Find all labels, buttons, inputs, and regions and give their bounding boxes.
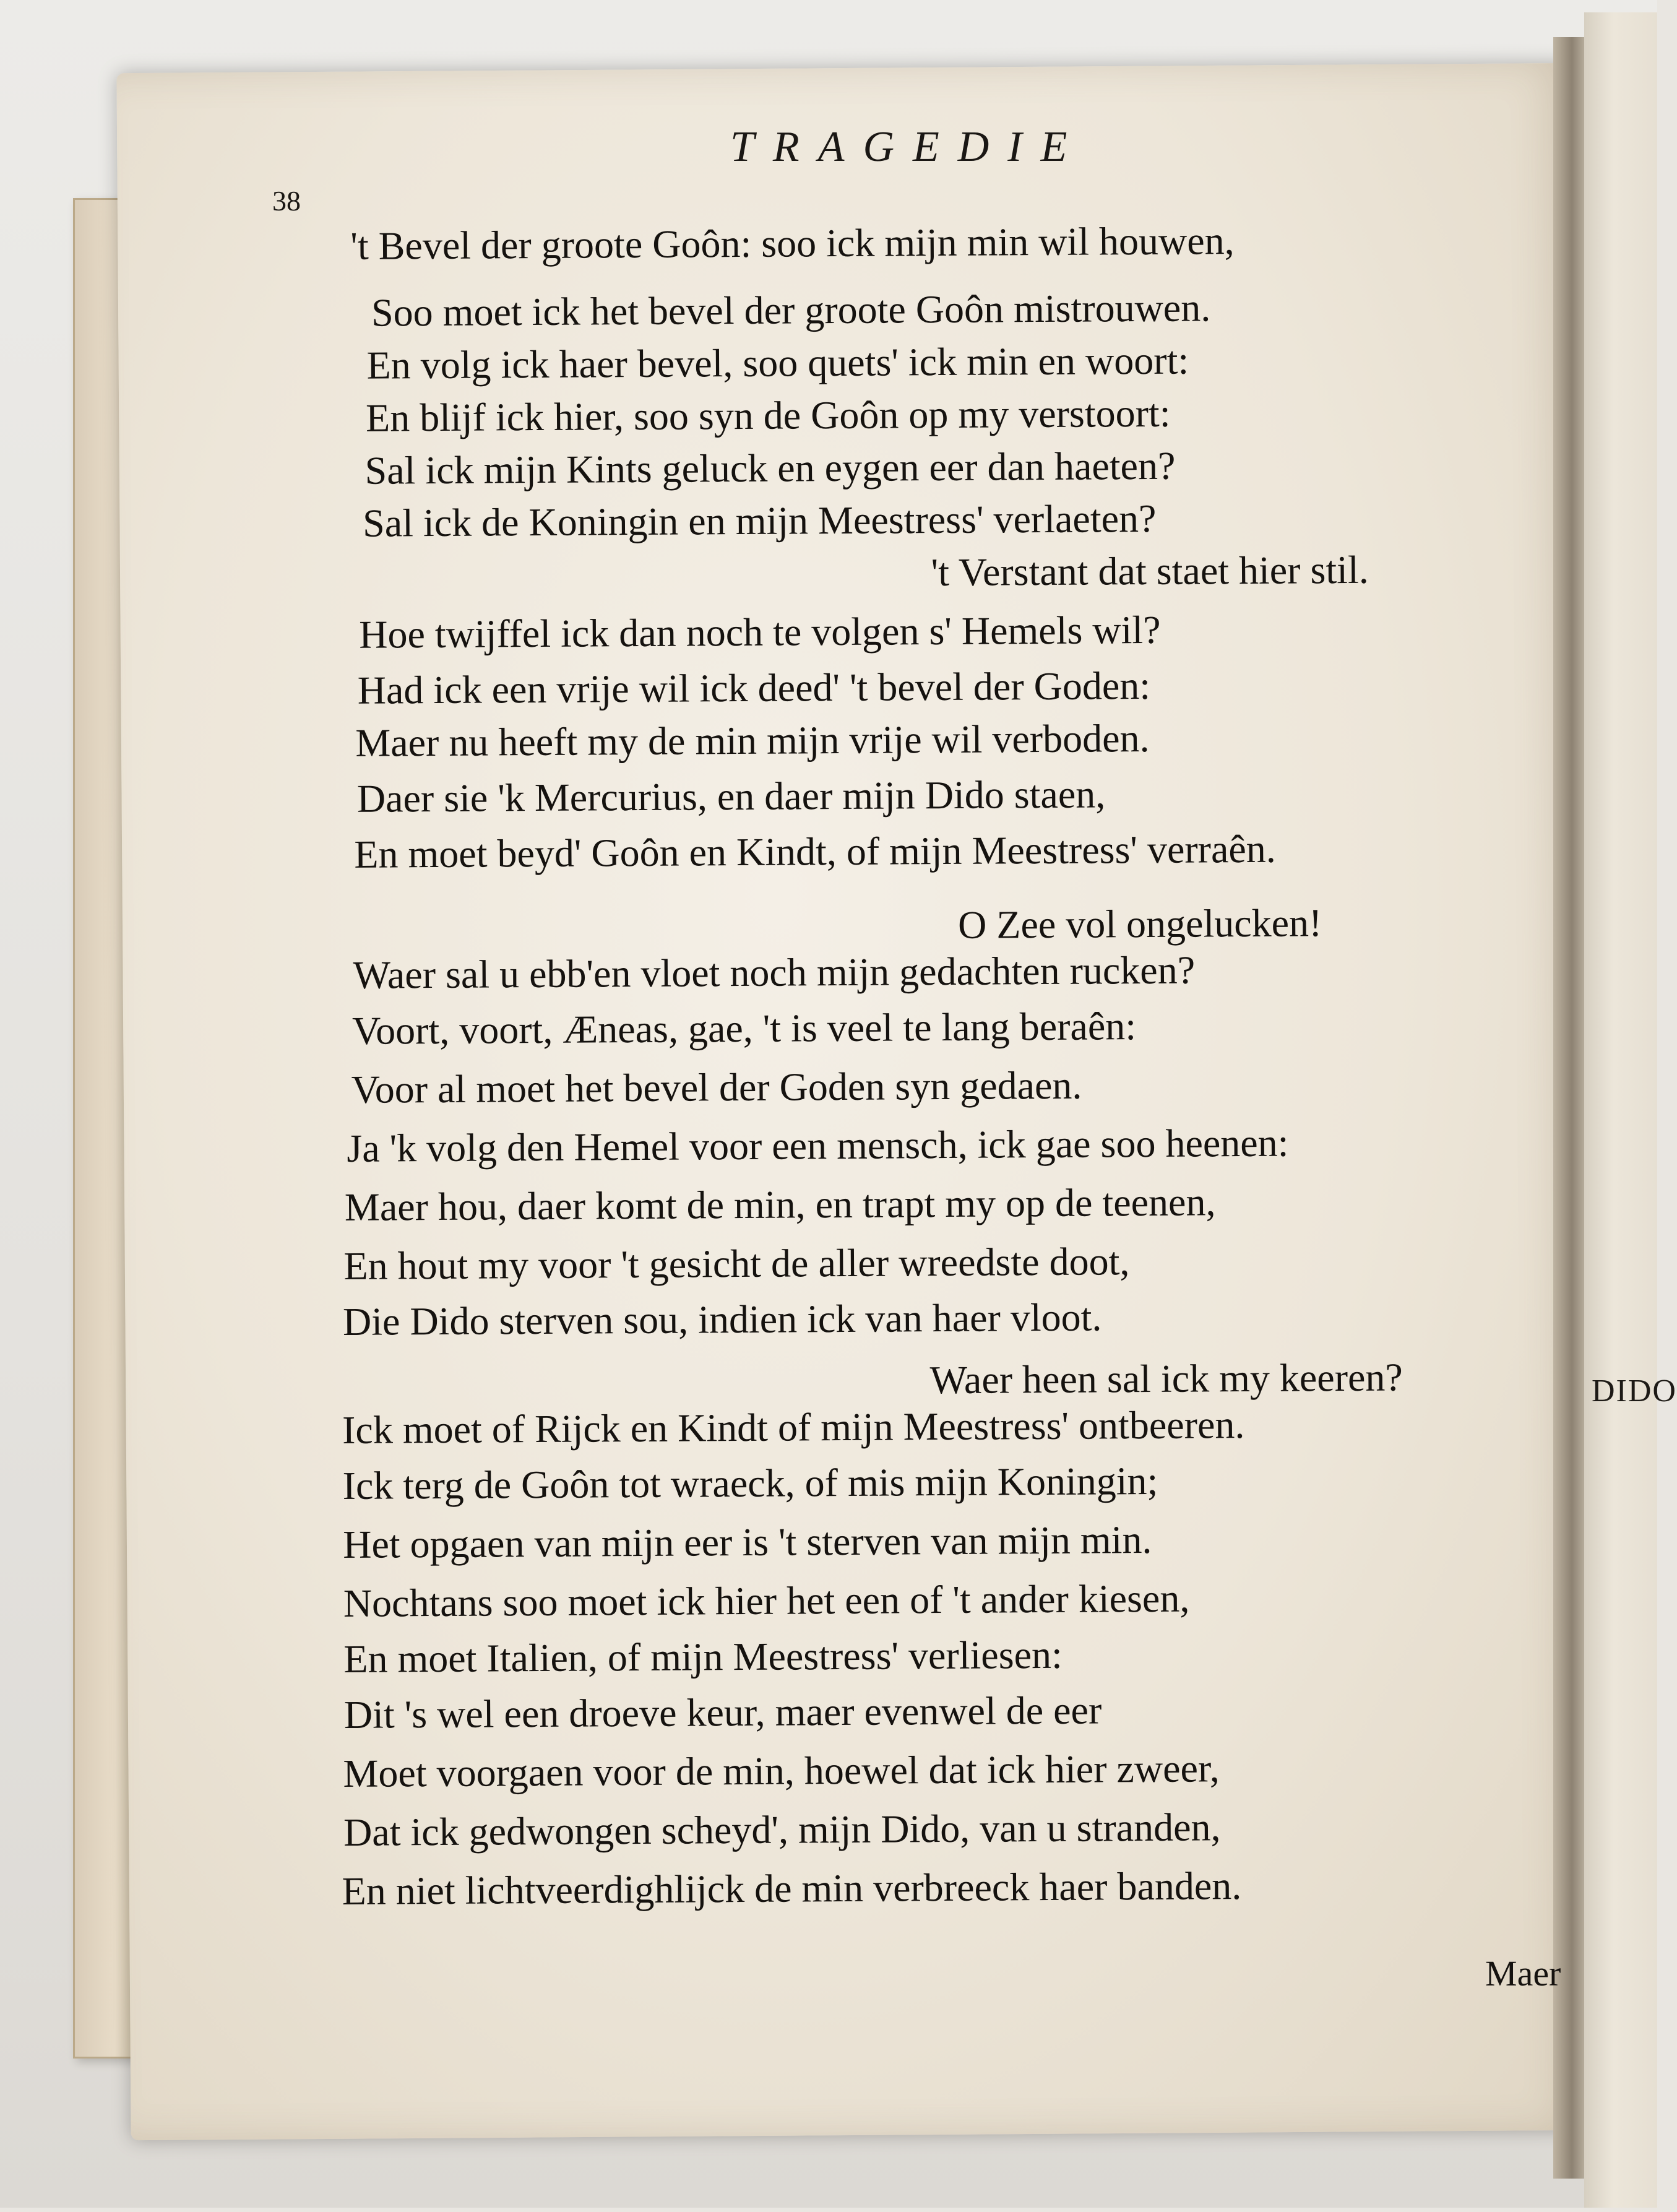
verse-line: Maer nu heeft my de min mijn vrije wil verboden. <box>355 715 1150 765</box>
verse-line: Voort, voort, Æneas, gae, 't is veel te lang beraên: <box>351 1004 1137 1053</box>
verse-line: Hoe twijffel ick dan noch te volgen s' Hemels wil? <box>359 607 1161 657</box>
verse-line: Dat ick gedwongen scheyd', mijn Dido, van u stranden, <box>343 1805 1221 1854</box>
verse-line: Waer heen sal ick my keeren? <box>929 1355 1403 1402</box>
verse-line: En blijf ick hier, soo syn de Goôn op my verstoort: <box>365 391 1171 440</box>
verse-line: Sal ick de Koningin en mijn Meestress' verlaeten? <box>362 496 1157 545</box>
verse-line: Dit 's wel een droeve keur, maer evenwel de eer <box>343 1688 1102 1737</box>
verse-line: Ick moet of Rijck en Kindt of mijn Meestress' ontbeeren. <box>342 1402 1245 1452</box>
verse-line: En volg ick haer bevel, soo quets' ick min en woort: <box>366 338 1189 387</box>
verse-line: 't Bevel der groote Goôn: soo ick mijn min wil houwen, <box>350 218 1235 268</box>
verse-line: O Zee vol ongelucken! <box>957 901 1322 947</box>
verse-line: Moet voorgaen voor de min, hoewel dat ick hier zweer, <box>343 1746 1220 1795</box>
verse-line: Had ick een vrije wil ick deed' 't bevel der Goden: <box>357 663 1151 712</box>
verse-line: En niet lichtveerdighlijck de min verbreeck haer banden. <box>342 1864 1242 1913</box>
verse-line: Waer sal u ebb'en vloet noch mijn gedachten rucken? <box>353 948 1196 997</box>
verse-line: En moet beyd' Goôn en Kindt, of mijn Meestress' verraên. <box>354 826 1276 876</box>
verse-line: Ja 'k volg den Hemel voor een mensch, ick gae soo heenen: <box>347 1120 1289 1170</box>
verse-line: Die Dido sterven sou, indien ick van haer vloot. <box>342 1295 1102 1344</box>
verse-line: Voor al moet het bevel der Goden syn gedaen. <box>351 1063 1082 1112</box>
verse-line: En hout my voor 't gesicht de aller wreedste doot, <box>343 1239 1130 1288</box>
catchword: Maer <box>1485 1953 1561 1994</box>
verse-line: Het opgaen van mijn eer is 't sterven van mijn min. <box>343 1517 1152 1566</box>
verse-line: Nochtans soo moet ick hier het een of 't ander kiesen, <box>343 1576 1190 1625</box>
verse-line: Ick terg de Goôn tot wraeck, of mis mijn Koningin; <box>342 1458 1158 1508</box>
verse-line: Sal ick mijn Kints geluck en eygen eer dan haeten? <box>364 443 1176 493</box>
verse-line: Daer sie 'k Mercurius, en daer mijn Dido staen, <box>356 772 1106 821</box>
verse-line: Maer hou, daer komt de min, en trapt my op de teenen, <box>344 1180 1216 1229</box>
verse-line: Soo moet ick het bevel der groote Goôn mistrouwen. <box>371 285 1211 335</box>
verse-line: En moet Italien, of mijn Meestress' verliesen: <box>343 1632 1063 1681</box>
running-head: TRAGEDIE <box>730 123 1086 171</box>
page-number: 38 <box>272 185 301 217</box>
facing-page-speaker: DIDO <box>1592 1373 1677 1409</box>
verse-line: 't Verstant dat staet hier stil. <box>931 547 1369 595</box>
